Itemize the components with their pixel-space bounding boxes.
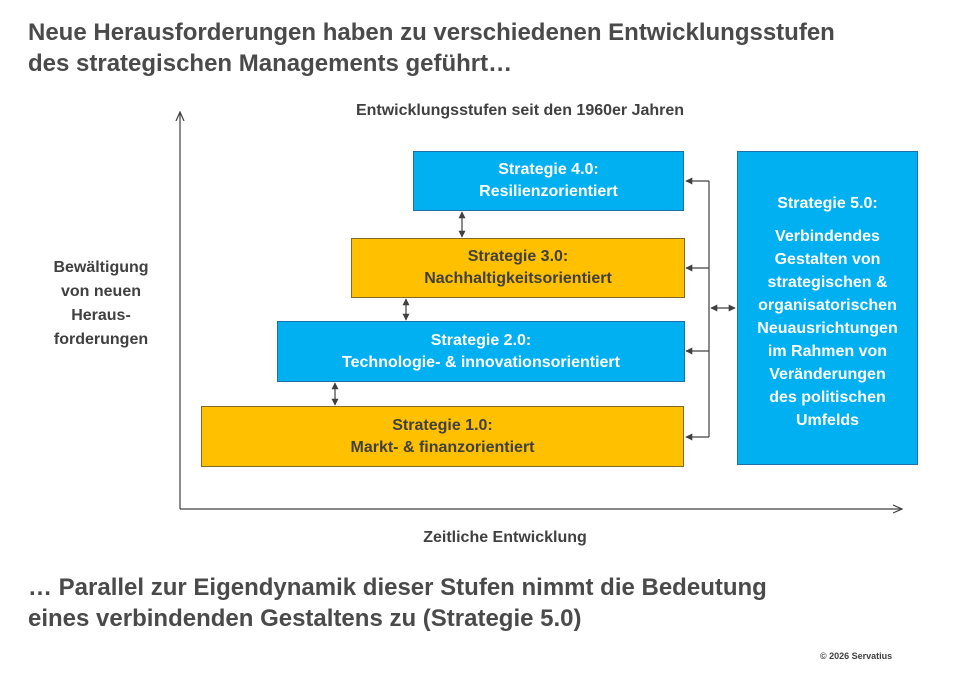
strategy-5-line: Neuausrichtungen [757,320,898,337]
strategy-5-box [737,151,918,465]
stage-box-strategy-1 [201,406,684,467]
strategy-5-line: des politischen [769,389,886,406]
diagram-header-label: Entwicklungsstufen seit den 1960er Jahren [355,102,685,119]
copyright-notice: © 2026 Servatius [820,651,893,661]
stage-box-strategy-4 [413,151,684,211]
strategy-5-line: strategischen & [767,274,888,291]
stage-title: Strategie 3.0: [467,248,569,265]
conclusion-title [28,572,948,634]
strategy-5-line: Umfelds [795,412,860,429]
y-axis-label-line: Heraus- [71,307,131,324]
x-axis-label: Zeitliche Entwicklung [423,529,587,546]
strategy-5-line: organisatorischen [758,297,897,314]
page-title-line-2: des strategischen Managements geführt… [28,50,513,77]
strategy-5-line: im Rahmen von [767,343,888,360]
stage-title: Strategie 1.0: [392,416,493,434]
stage-subtitle: Technologie- & innovationsorientiert [342,353,620,371]
strategy-5-title: Strategie 5.0: [777,195,878,212]
stage-box-strategy-2 [277,321,685,382]
stage-subtitle: Resilienzorientiert [479,183,618,200]
y-axis-label-line: forderungen [53,331,149,348]
stage-subtitle: Nachhaltigkeitsorientiert [424,270,612,287]
conclusion-title-line-1: … Parallel zur Eigendynamik dieser Stufen nimmt die Bedeutung [28,574,767,601]
strategy-5-line: Veränderungen [769,366,886,383]
strategy-5-line: Gestalten von [774,251,881,268]
stage-box-strategy-3 [351,238,685,298]
page-title-line-1: Neue Herausforderungen haben zu verschiedenen Entwicklungsstufen [28,19,835,46]
strategy-5-line: Verbindendes [775,228,880,245]
stage-title: Strategie 4.0: [498,161,599,178]
y-axis-label-line: von neuen [60,283,141,300]
stage-subtitle: Markt- & finanzorientiert [350,438,535,456]
conclusion-title-line-2: eines verbindenden Gestaltens zu (Strategie 5.0) [28,605,582,632]
y-axis-label-line: Bewältigung [53,259,149,276]
stage-title: Strategie 2.0: [430,331,532,349]
